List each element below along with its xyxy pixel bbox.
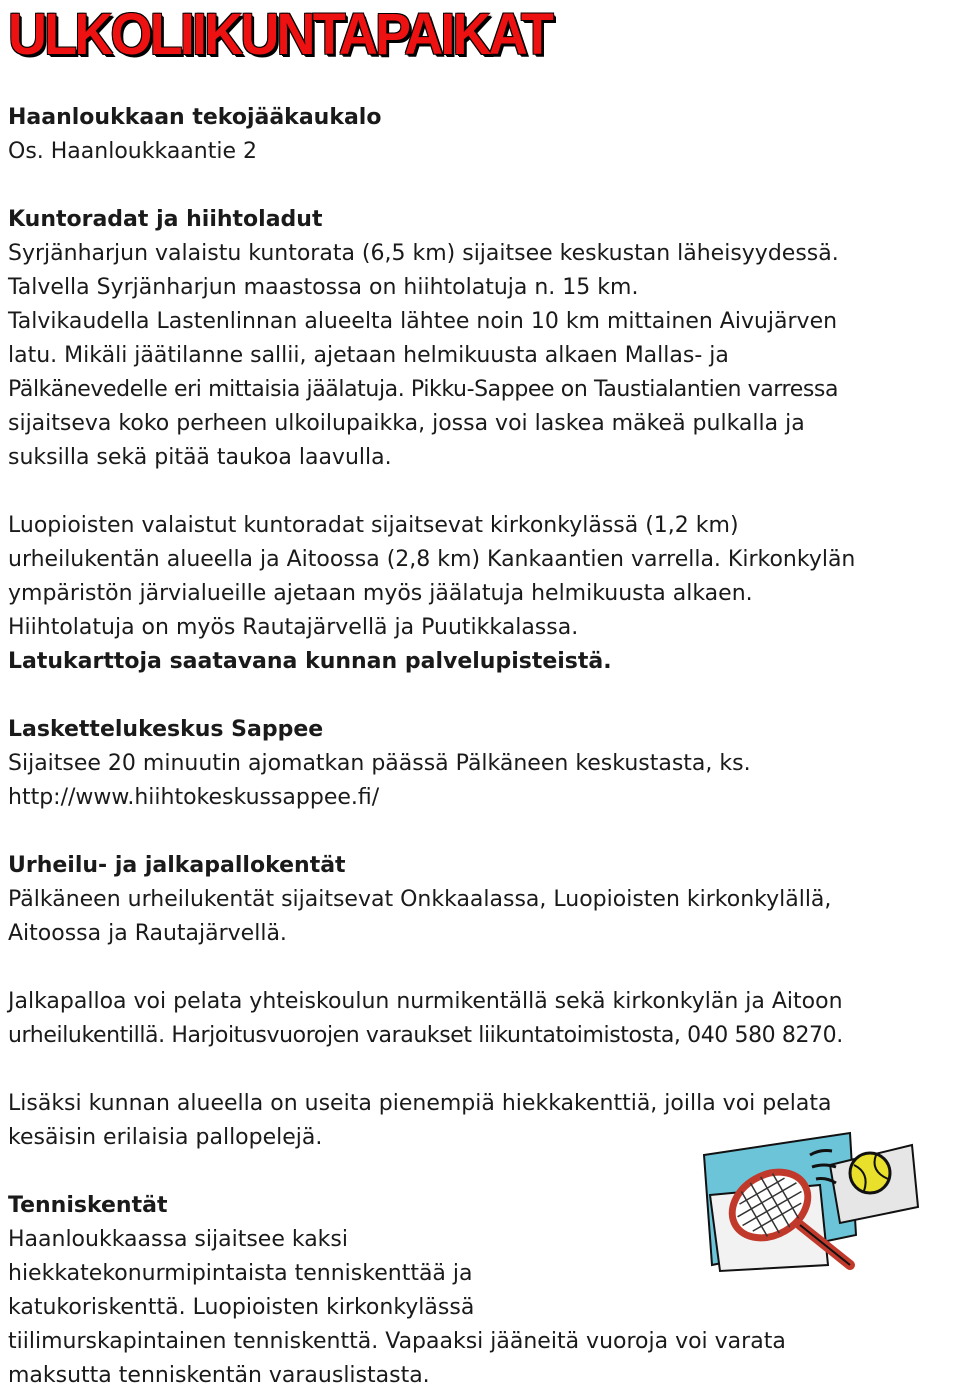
ski-center-heading: Laskettelukeskus Sappee bbox=[8, 717, 324, 742]
page-title: ULKOLIIKUNTAPAIKAT bbox=[8, 2, 552, 67]
sand-fields-line: kesäisin erilaisia pallopelejä. bbox=[8, 1125, 323, 1150]
trails-line: Syrjänharjun valaistu kuntorata (6,5 km) sijaitsee keskustan läheisyydessä. bbox=[8, 241, 839, 266]
ice-rink-heading: Haanloukkaan tekojääkaukalo bbox=[8, 105, 382, 130]
luopioinen-trails-line: Luopioisten valaistut kuntoradat sijaitsevat kirkonkylässä (1,2 km) bbox=[8, 513, 739, 538]
tennis-line: hiekkatekonurmipintaista tenniskenttää ja bbox=[8, 1261, 473, 1286]
ice-rink-address: Os. Haanloukkaantie 2 bbox=[8, 139, 257, 164]
trails-line: Talvella Syrjänharjun maastossa on hiihtolatuja n. 15 km. bbox=[8, 275, 639, 300]
ski-center-line: Sijaitsee 20 minuutin ajomatkan päässä Pälkäneen keskustasta, ks. bbox=[8, 751, 751, 776]
luopioinen-trails-line: ympäristön järvialueille ajetaan myös jäälatuja helmikuusta alkaen. bbox=[8, 581, 753, 606]
tennis-heading: Tenniskentät bbox=[8, 1193, 168, 1218]
sand-fields-line: Lisäksi kunnan alueella on useita pienempiä hiekkakenttiä, joilla voi pelata bbox=[8, 1091, 832, 1116]
fields-line: Pälkäneen urheilukentät sijaitsevat Onkkaalassa, Luopioisten kirkonkylällä, bbox=[8, 887, 832, 912]
tennis-line: tiilimurskapintainen tenniskenttä. Vapaaksi jääneitä vuoroja voi varata bbox=[8, 1329, 786, 1354]
trails-line: latu. Mikäli jäätilanne sallii, ajetaan helmikuusta alkaen Mallas- ja bbox=[8, 343, 729, 368]
fields-line: Aitoossa ja Rautajärvellä. bbox=[8, 921, 287, 946]
luopioinen-trails-line: Hiihtolatuja on myös Rautajärvellä ja Puutikkalassa. bbox=[8, 615, 579, 640]
fields-heading: Urheilu- ja jalkapallokentät bbox=[8, 853, 346, 878]
luopioinen-trails-line: urheilukentän alueella ja Aitoossa (2,8 km) Kankaantien varrella. Kirkonkylän bbox=[8, 547, 856, 572]
football-line: Jalkapalloa voi pelata yhteiskoulun nurmikentällä sekä kirkonkylän ja Aitoon bbox=[8, 989, 843, 1014]
trails-line: Talvikaudella Lastenlinnan alueelta lähtee noin 10 km mittainen Aivujärven bbox=[8, 309, 838, 334]
tennis-line: katukoriskenttä. Luopioisten kirkonkylässä bbox=[8, 1295, 475, 1320]
football-line: urheilukentillä. Harjoitusvuorojen varaukset liikuntatoimistosta, 040 580 8270. bbox=[8, 1023, 843, 1048]
trails-heading: Kuntoradat ja hiihtoladut bbox=[8, 207, 323, 232]
ski-center-url[interactable]: http://www.hiihtokeskussappee.fi/ bbox=[8, 785, 380, 810]
ski-maps-note: Latukarttoja saatavana kunnan palvelupisteistä. bbox=[8, 649, 612, 674]
tennis-racket-and-ball-icon bbox=[700, 1125, 920, 1275]
tennis-line: maksutta tenniskentän varauslistasta. bbox=[8, 1363, 430, 1388]
trails-line: suksilla sekä pitää taukoa laavulla. bbox=[8, 445, 392, 470]
tennis-line: Haanloukkaassa sijaitsee kaksi bbox=[8, 1227, 349, 1252]
trails-line: sijaitseva koko perheen ulkoilupaikka, jossa voi laskea mäkeä pulkalla ja bbox=[8, 411, 805, 436]
trails-line: Pälkänevedelle eri mittaisia jäälatuja. Pikku-Sappee on Taustialantien varressa bbox=[8, 377, 839, 402]
